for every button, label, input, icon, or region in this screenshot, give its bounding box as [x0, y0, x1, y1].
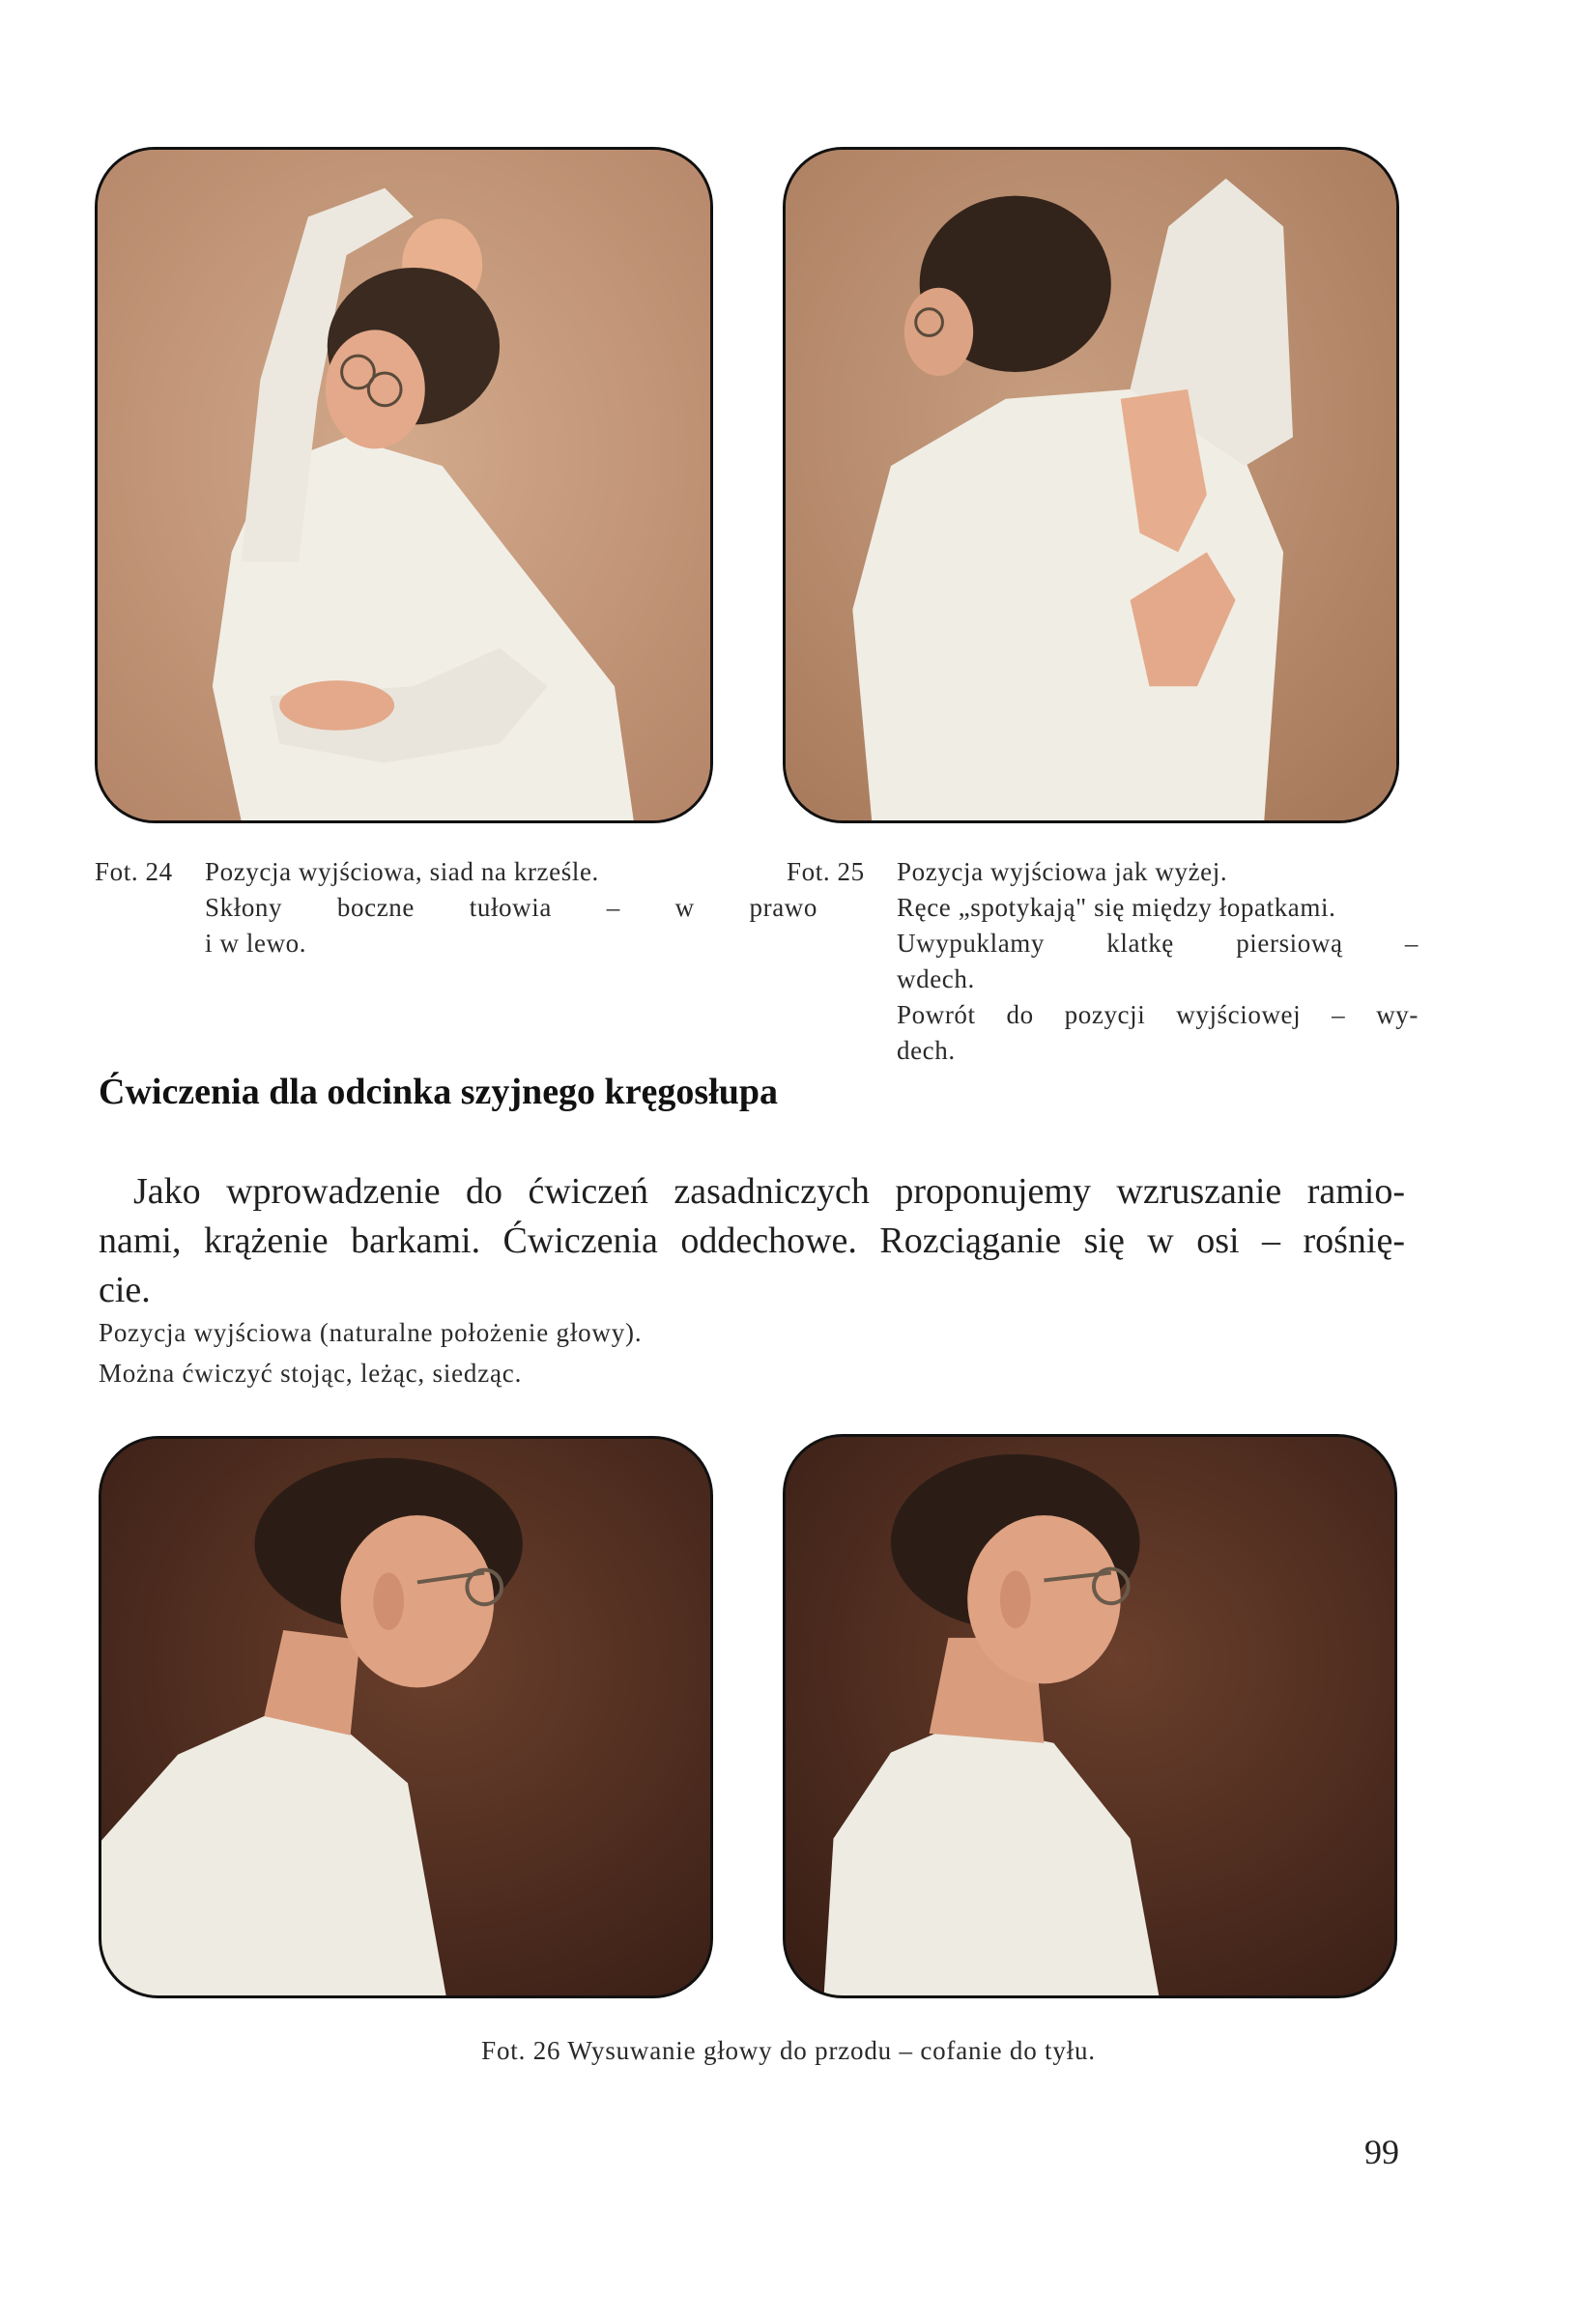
caption-fot-26: Fot. 26 Wysuwanie głowy do przodu – cofanie do tyłu.	[481, 2036, 1096, 2065]
head-forward-illustration	[101, 1439, 710, 1995]
caption-line: Powrót do pozycji wyjściowej – wy-	[897, 1000, 1419, 1029]
caption-line: Pozycja wyjściowa jak wyżej.	[897, 857, 1228, 886]
caption-fot-25	[787, 854, 1419, 1076]
intro-paragraph	[99, 1167, 1405, 1315]
page-number: 99	[1364, 2133, 1399, 2171]
photo-fot-26-right	[783, 1434, 1397, 1998]
caption-line: i w lewo.	[205, 929, 307, 958]
caption-label: Fot. 25	[787, 857, 865, 886]
caption-line: Pozycja wyjściowa, siad na krześle.	[205, 857, 599, 886]
caption-line: wdech.	[897, 964, 975, 993]
paragraph-line: cie.	[99, 1270, 151, 1310]
head-backward-illustration	[786, 1437, 1394, 1995]
caption-label: Fot. 24	[95, 857, 173, 886]
caption-line: dech.	[897, 1036, 956, 1065]
note-starting-position: Pozycja wyjściowa (naturalne położenie głowy).	[99, 1318, 643, 1347]
caption-line: Uwypuklamy klatkę piersiową –	[897, 929, 1419, 958]
note-exercise-options: Można ćwiczyć stojąc, leżąc, siedząc.	[99, 1359, 523, 1388]
hands-behind-back-illustration	[786, 150, 1396, 820]
caption-line: Ręce „spotykają" się między łopatkami.	[897, 893, 1336, 922]
caption-line: Skłony boczne tułowia – w prawo	[205, 893, 817, 922]
side-bend-illustration	[98, 150, 710, 820]
paragraph-line: Jako wprowadzenie do ćwiczeń zasadniczych proponujemy wzruszanie ramio-	[133, 1171, 1405, 1212]
photo-fot-25	[783, 147, 1399, 823]
caption-fot-24	[95, 854, 817, 970]
photo-fot-24	[95, 147, 713, 823]
paragraph-line: nami, krążenie barkami. Ćwiczenia oddechowe. Rozciąganie się w osi – rośnię-	[99, 1220, 1405, 1261]
section-heading: Ćwiczenia dla odcinka szyjnego kręgosłupa	[99, 1072, 779, 1112]
photo-fot-26-left	[99, 1436, 713, 1998]
